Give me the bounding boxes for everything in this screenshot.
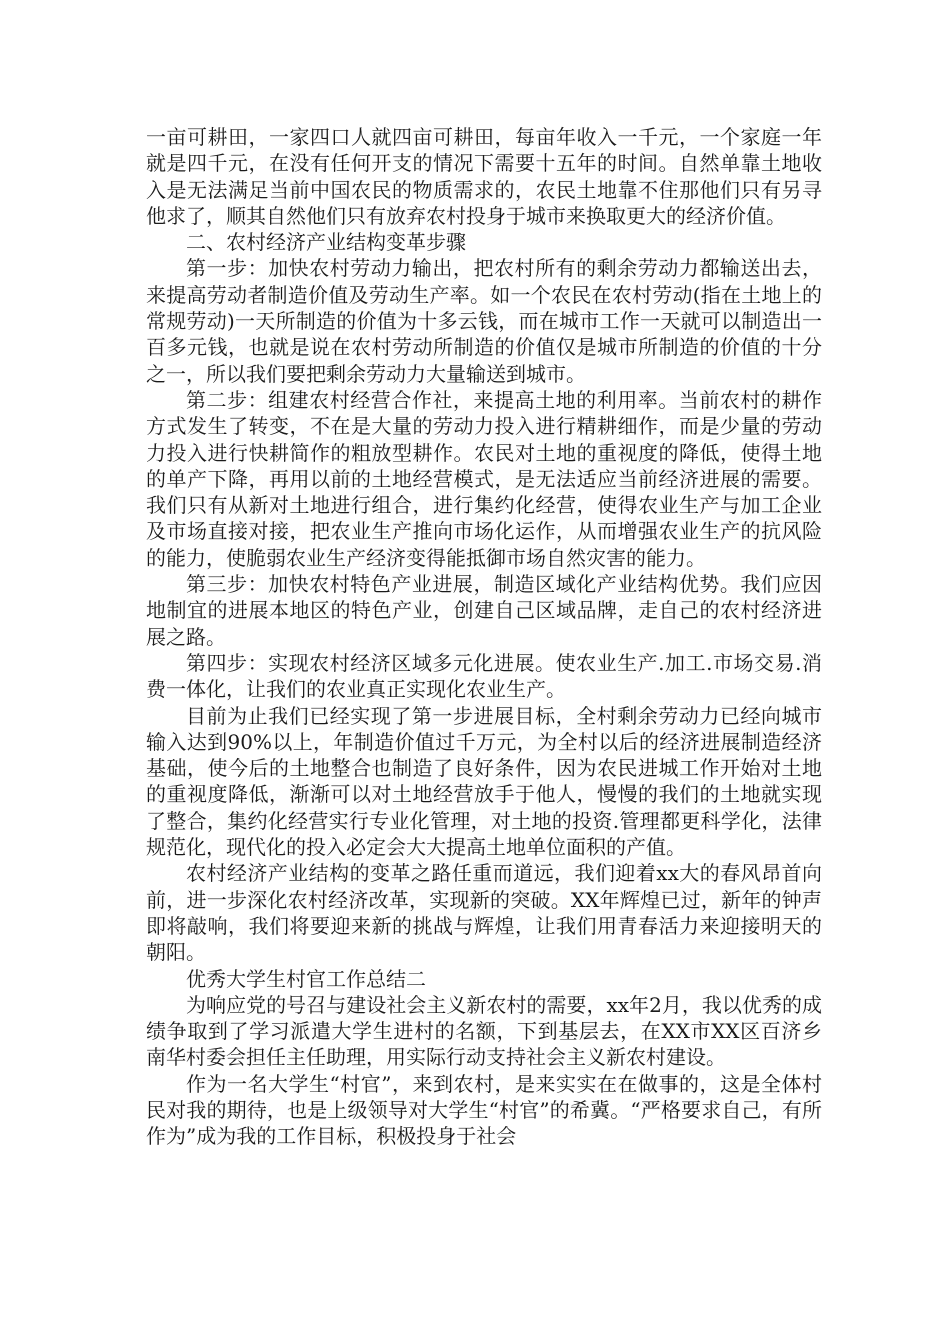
paragraph-progress: 目前为止我们已经实现了第一步进展目标，全村剩余劳动力已经向城市输入达到90%以上，年制造价值过千万元，为全村以后的经济进展制造经济基础，使今后的土地整合也制造了良好条件，因为农民进城工作开始对土地的重视度降低，渐渐可以对土地经营放手于他人，慢慢的我们的土地就实现了整合，集约化经营实行专业化管理，对土地的投资.管理都更科学化，法律规范化，现代化的投入必定会大大提高土地单位面积的产值。 [146,703,822,860]
paragraph-1: 一亩可耕田，一家四口人就四亩可耕田，每亩年收入一千元，一个家庭一年就是四千元，在没有任何开支的情况下需要十五年的时间。自然单靠土地收入是无法满足当前中国农民的物质需求的，农民土地靠不住那他们只有另寻他求了，顺其自然他们只有放弃农村投身于城市来换取更大的经济价值。 [146,125,822,228]
paragraph-step-1: 第一步：加快农村劳动力输出，把农村所有的剩余劳动力都输送出去，来提高劳动者制造价值及劳动生产率。如一个农民在农村劳动(指在土地上的常规劳动)一天所制造的价值为十多云钱，而在城市工作一天就可以制造出一百多元钱，也就是说在农村劳动所制造的价值仅是城市所制造的价值的十分之一，所以我们要把剩余劳动力大量输送到城市。 [146,256,822,386]
section-heading-summary-2: 优秀大学生村官工作总结二 [186,966,426,991]
paragraph-role: 作为一名大学生“村官”，来到农村，是来实实在在做事的，这是全体村民对我的期待，也是上级领导对大学生“村官”的希冀。“严格要求自己，有所作为”成为我的工作目标，积极投身于社会 [146,1071,822,1149]
paragraph-step-4: 第四步：实现农村经济区域多元化进展。使农业生产.加工.市场交易.消费一体化，让我们的农业真正实现化农业生产。 [146,650,822,702]
paragraph-outlook: 农村经济产业结构的变革之路任重而道远，我们迎着xx大的春风昂首向前，进一步深化农村经济改革，实现新的突破。XX年辉煌已过，新年的钟声即将敲响，我们将要迎来新的挑战与辉煌，让我们用青春活力来迎接明天的朝阳。 [146,861,822,965]
paragraph-step-2: 第二步：组建农村经营合作社，来提高土地的利用率。当前农村的耕作方式发生了转变，不在是大量的劳动力投入进行精耕细作，而是少量的劳动力投入进行快耕简作的粗放型耕作。农民对土地的重视度的降低，使得土地的单产下降，再用以前的土地经营模式，是无法适应当前经济进展的需要。我们只有从新对土地进行组合，进行集约化经营，使得农业生产与加工企业及市场直接对接，把农业生产推向市场化运作，从而增强农业生产的抗风险的能力，使脆弱农业生产经济变得能抵御市场自然灾害的能力。 [146,387,822,570]
section-heading-2: 二、农村经济产业结构变革步骤 [186,230,466,255]
paragraph-intro: 为响应党的号召与建设社会主义新农村的需要，xx年2月，我以优秀的成绩争取到了学习派遣大学生进村的名额，下到基层去，在XX市XX区百济乡南华村委会担任主任助理，用实际行动支持社会主义新农村建设。 [146,992,822,1070]
document-body [146,124,822,1150]
paragraph-step-3: 第三步：加快农村特色产业进展，制造区域化产业结构优势。我们应因地制宜的进展本地区的特色产业，创建自己区域品牌，走自己的农村经济进展之路。 [146,572,822,649]
